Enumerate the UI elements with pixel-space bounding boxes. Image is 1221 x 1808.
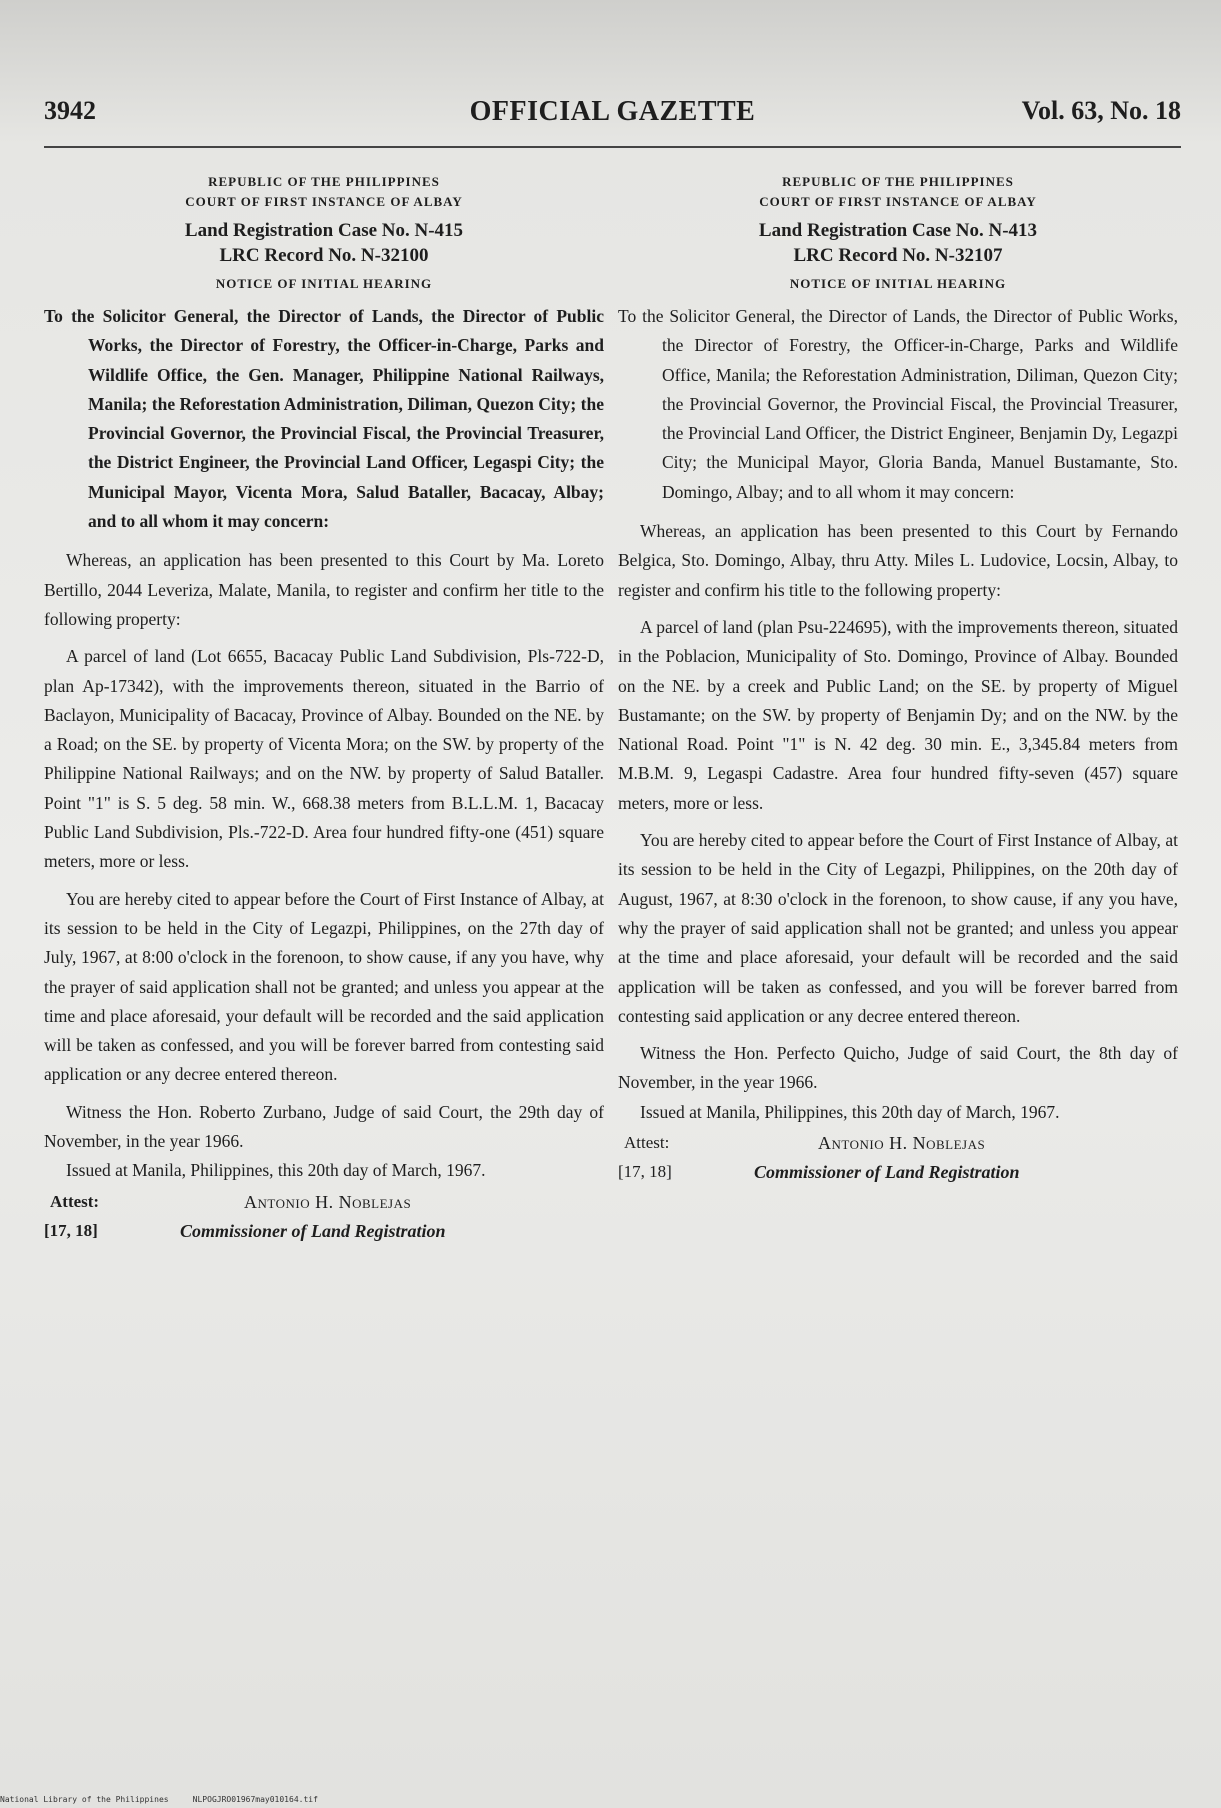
case-number: Land Registration Case No. N-415: [184, 220, 464, 241]
court-heading: COURT OF FIRST INSTANCE OF ALBAY: [759, 194, 1037, 209]
page-number: 3942: [44, 96, 96, 125]
header-rule: [44, 146, 1181, 148]
signer-name: Antonio H. Noblejas: [818, 1133, 986, 1154]
court-heading: COURT OF FIRST INSTANCE OF ALBAY: [185, 194, 463, 209]
footer-source: National Library of the Philippines: [0, 1795, 169, 1804]
notice-title: NOTICE OF INITIAL HEARING: [215, 276, 433, 291]
republic-heading: REPUBLIC OF THE PHILIPPINES: [782, 174, 1014, 189]
whereas-paragraph: Whereas, an application has been presented to this Court by Ma. Loreto Bertillo, 2044 Leveriza, Malate, Manila, to register and confirm her title to the following property:: [44, 550, 604, 629]
notice-right: [618, 170, 1178, 1193]
lrc-record: LRC Record No. N-32107: [793, 245, 1003, 266]
case-number: Land Registration Case No. N-413: [758, 220, 1038, 241]
addressee-paragraph: To the Solicitor General, the Director of Lands, the Director of Public Works, the Director of Forestry, the Officer-in-Charge, Parks and Wildlife Office, Manila; the Reforestation Administration, Diliman, Quezon City; the Provincial Governor, the Provincial Fiscal, the Provincial Treasurer, the Provincial Land Officer, the District Engineer, Benjamin Dy, Legazpi City; the Municipal Mayor, Gloria Banda, Manuel Bustamante, Sto. Domingo, Albay; and to all whom it may concern:: [618, 306, 1178, 502]
witness-paragraph: Witness the Hon. Perfecto Quicho, Judge of said Court, the 8th day of November, in the year 1966.: [618, 1043, 1178, 1093]
lrc-record: LRC Record No. N-32100: [219, 245, 429, 266]
witness-paragraph: Witness the Hon. Roberto Zurbano, Judge of said Court, the 29th day of November, in the year 1966.: [44, 1101, 604, 1152]
citation-paragraph: You are hereby cited to appear before the Court of First Instance of Albay, at its session to be held in the City of Legazpi, Philippines, on the 27th day of July, 1967, at 8:00 o'clock in the forenoon, to show cause, if any you have, why the prayer of said application shall not be granted; and unless you appear at the time and place aforesaid, your default will be recorded and the said application will be taken as confessed, and you will be forever barred from contesting said application or any decree entered thereon.: [44, 888, 604, 1085]
publication-title: OFFICIAL GAZETTE: [469, 96, 756, 127]
issue-reference: [17, 18]: [618, 1162, 672, 1182]
citation-paragraph: You are hereby cited to appear before the Court of First Instance of Albay, at its session to be held in the City of Legazpi, Philippines, on the 20th day of August, 1967, at 8:30 o'clock in the forenoon, to show cause, if any you have, why the prayer of said application shall not be granted; and unless you appear at the time and place aforesaid, your default will be recorded and the said application will be taken as confessed, and you will be forever barred from contesting said application or any decree entered thereon.: [618, 830, 1178, 1026]
republic-heading: REPUBLIC OF THE PHILIPPINES: [208, 174, 440, 189]
whereas-paragraph: Whereas, an application has been presented to this Court by Fernando Belgica, Sto. Domingo, Albay, thru Atty. Miles L. Ludovice, Locsin, Albay, to register and confirm his title to the following property:: [618, 521, 1178, 600]
notice-left: [44, 170, 604, 1252]
signer-name: Antonio H. Noblejas: [244, 1191, 412, 1212]
scan-footer: [0, 1795, 318, 1804]
page-header: [44, 96, 1181, 136]
footer-file: NLPOGJRO01967may010164.tif: [192, 1795, 318, 1804]
parcel-paragraph: A parcel of land (plan Psu-224695), with the improvements thereon, situated in the Poblacion, Municipality of Sto. Domingo, Province of Albay. Bounded on the NE. by a creek and Public Land; on the SE. by property of Miguel Bustamante; on the SW. by property of Benjamin Dy; and on the NW. by the National Road. Point "1" is N. 42 deg. 30 min. E., 3,345.84 meters from M.B.M. 9, Legaspi Cadastre. Area four hundred fifty-seven (457) square meters, more or less.: [618, 616, 1178, 813]
signer-title: Commissioner of Land Registration: [180, 1220, 446, 1241]
signer-title: Commissioner of Land Registration: [754, 1162, 1020, 1183]
signature-block: [618, 1133, 1178, 1193]
issue-reference: [17, 18]: [44, 1220, 98, 1240]
issued-paragraph: Issued at Manila, Philippines, this 20th day of March, 1967.: [640, 1101, 1060, 1122]
attest-label: Attest:: [50, 1191, 100, 1211]
signature-block: [44, 1192, 604, 1252]
attest-label: Attest:: [624, 1133, 670, 1153]
notice-title: NOTICE OF INITIAL HEARING: [789, 276, 1007, 291]
addressee-paragraph: To the Solicitor General, the Director of Lands, the Director of Public Works, the Director of Forestry, the Officer-in-Charge, Parks and Wildlife Office, the Gen. Manager, Philippine National Railways, Manila; the Reforestation Administration, Diliman, Quezon City; the Provincial Governor, the Provincial Fiscal, the Provincial Treasurer, the District Engineer, the Provincial Land Officer, Legaspi City; the Municipal Mayor, Vicenta Mora, Salud Bataller, Bacacay, Albay; and to all whom it may concern:: [44, 306, 604, 532]
issued-paragraph: Issued at Manila, Philippines, this 20th day of March, 1967.: [66, 1160, 486, 1181]
parcel-paragraph: A parcel of land (Lot 6655, Bacacay Public Land Subdivision, Pls-722-D, plan Ap-17342), with the improvements thereon, situated in the Barrio of Baclayon, Municipality of Bacacay, Province of Albay. Bounded on the NE. by a Road; on the SE. by property of Vicenta Mora; on the SW. by property of the Philippine National Railways; and on the NW. by property of Salud Bataller. Point "1" is S. 5 deg. 58 min. W., 668.38 meters from B.L.L.M. 1, Bacacay Public Land Subdivision, Pls.-722-D. Area four hundred fifty-one (451) square meters, more or less.: [44, 646, 604, 872]
volume-number: Vol. 63, No. 18: [1021, 96, 1181, 125]
